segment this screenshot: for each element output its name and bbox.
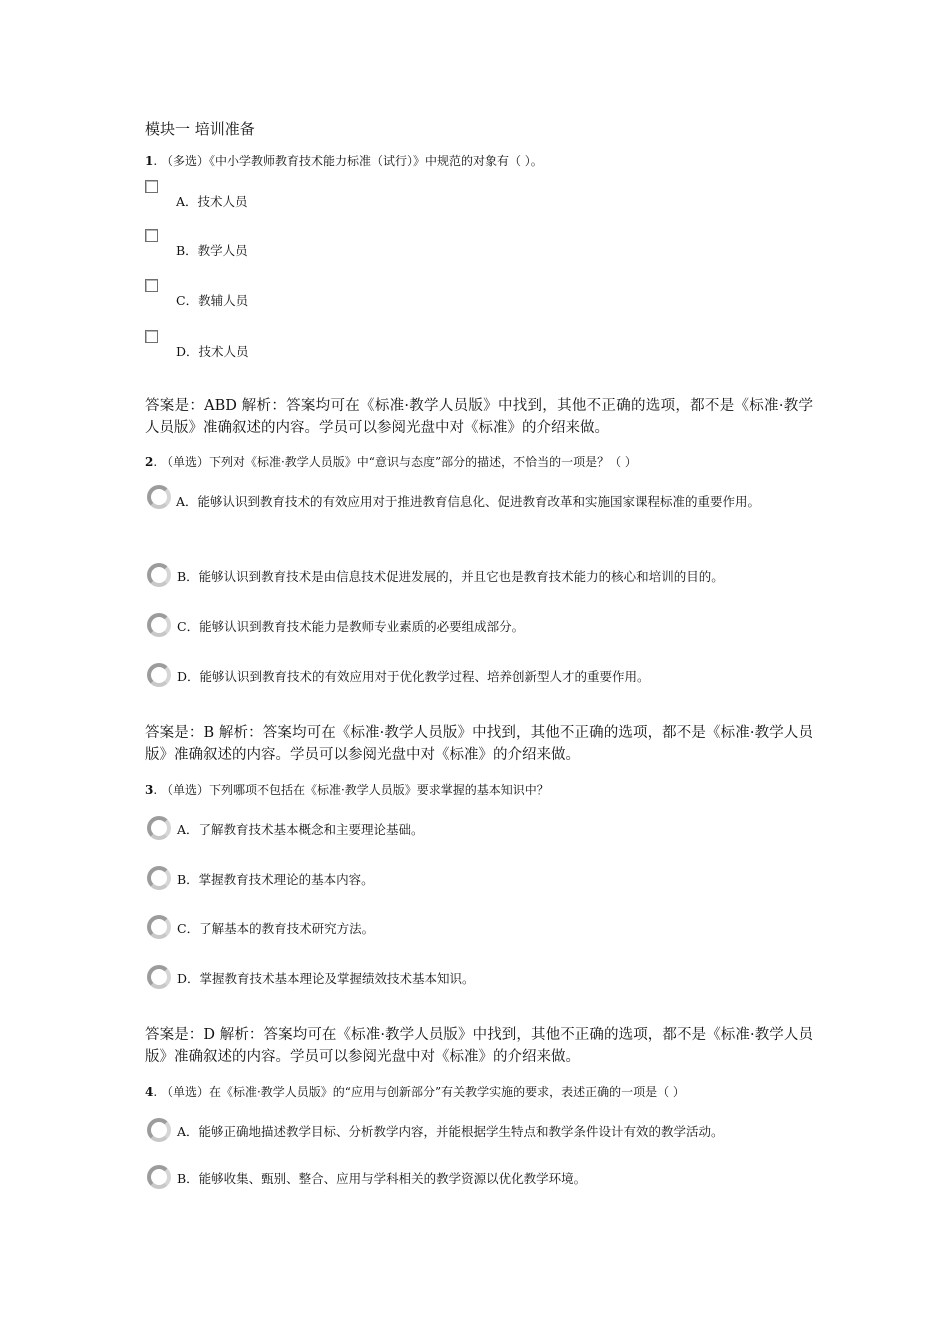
option-label: B．教学人员 [176, 243, 248, 258]
checkbox-icon[interactable] [145, 180, 158, 193]
question-text: . （单选）下列哪项不包括在《标准·教学人员版》要求掌握的基本知识中？ [153, 783, 549, 797]
option-label: D．技术人员 [176, 344, 249, 359]
radio-icon[interactable] [147, 965, 171, 989]
question-text: . （单选）下列对《标准·教学人员版》中“意识与态度”部分的描述，不恰当的一项是？（ ） [153, 455, 637, 469]
option-label: A．技术人员 [176, 194, 248, 209]
question-number: 2 [145, 455, 154, 469]
radio-icon[interactable] [147, 663, 171, 687]
option-label: B．能够收集、甄别、整合、应用与学科相关的教学资源以优化教学环境。 [177, 1171, 587, 1186]
option-label: B．掌握教育技术理论的基本内容。 [177, 872, 374, 887]
checkbox-icon[interactable] [145, 279, 158, 292]
question-3 [145, 781, 549, 798]
option-label: A．能够正确地描述教学目标、分析教学内容，并能根据学生特点和教学条件设计有效的教学活动。 [177, 1124, 724, 1139]
option-label: B．能够认识到教育技术是由信息技术促进发展的，并且它也是教育技术能力的核心和培训的目的。 [177, 569, 724, 584]
radio-icon[interactable] [147, 613, 171, 637]
radio-icon[interactable] [147, 485, 171, 509]
option-label: D．掌握教育技术基本理论及掌握绩效技术基本知识。 [177, 971, 475, 986]
checkbox-icon[interactable] [145, 330, 158, 343]
radio-icon[interactable] [147, 816, 171, 840]
option-label: A．了解教育技术基本概念和主要理论基础。 [177, 822, 424, 837]
question-text: . （多选）《中小学教师教育技术能力标准（试行）》中规范的对象有（ ）。 [153, 154, 543, 168]
radio-icon[interactable] [147, 915, 171, 939]
question-number: 4 [145, 1085, 154, 1099]
option-label: C．教辅人员 [176, 293, 249, 308]
question-text: . （单选）在《标准·教学人员版》的“应用与创新部分”有关教学实施的要求，表述正确的一项是（ ） [153, 1085, 685, 1099]
radio-icon[interactable] [147, 1118, 171, 1142]
option-label: C．了解基本的教育技术研究方法。 [177, 921, 375, 936]
question-number: 1 [145, 154, 154, 168]
option-label: D．能够认识到教育技术的有效应用对于优化教学过程、培养创新型人才的重要作用。 [177, 669, 650, 684]
radio-icon[interactable] [147, 563, 171, 587]
question-1 [145, 152, 543, 169]
radio-icon[interactable] [147, 866, 171, 890]
question-2 [145, 453, 637, 470]
question-4 [145, 1083, 685, 1100]
question-number: 3 [145, 783, 154, 797]
answer-explanation-1: 答案是：ABD 解析：答案均可在《标准·教学人员版》中找到，其他不正确的选项，都不是《标准·教学人员版》准确叙述的内容。学员可以参阅光盘中对《标准》的介绍来做。 [145, 398, 813, 436]
answer-explanation-3: 答案是：D 解析：答案均可在《标准·教学人员版》中找到，其他不正确的选项，都不是《标准·教学人员版》准确叙述的内容。学员可以参阅光盘中对《标准》的介绍来做。 [145, 1027, 813, 1065]
radio-icon[interactable] [147, 1165, 171, 1189]
module-title: 模块一 培训准备 [145, 120, 255, 138]
answer-explanation-2: 答案是：B 解析：答案均可在《标准·教学人员版》中找到，其他不正确的选项，都不是《标准·教学人员版》准确叙述的内容。学员可以参阅光盘中对《标准》的介绍来做。 [145, 725, 813, 763]
option-label: C．能够认识到教育技术能力是教师专业素质的必要组成部分。 [177, 619, 525, 634]
option-label: A．能够认识到教育技术的有效应用对于推进教育信息化、促进教育改革和实施国家课程标准的重要作用。 [176, 494, 761, 509]
checkbox-icon[interactable] [145, 229, 158, 242]
